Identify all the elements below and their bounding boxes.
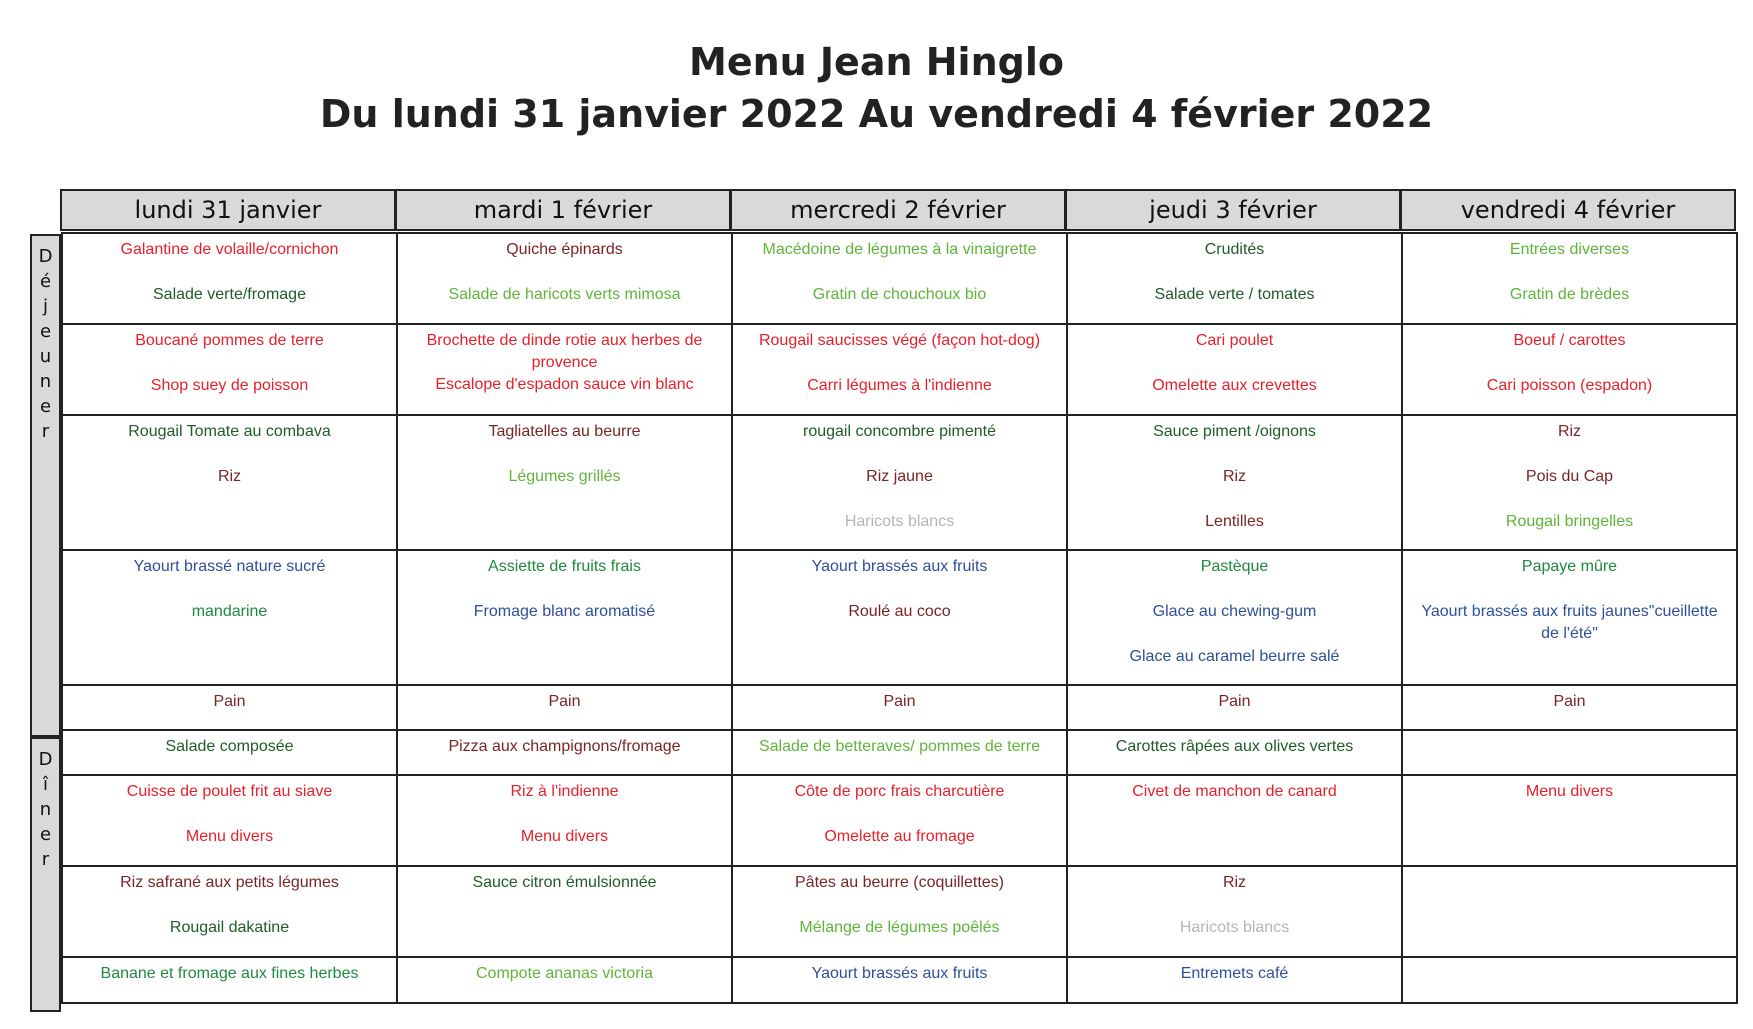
menu-item: Lentilles xyxy=(1205,513,1264,530)
menu-item: Pizza aux champignons/fromage xyxy=(448,738,681,755)
menu-item: Mélange de légumes poêlés xyxy=(799,919,1000,936)
menu-item: Pain xyxy=(548,693,581,710)
menu-item: Omelette au fromage xyxy=(824,828,975,845)
menu-cell xyxy=(1402,324,1737,415)
menu-cell xyxy=(1067,957,1402,1003)
menu-item: Crudités xyxy=(1204,241,1265,258)
menu-item: Menu divers xyxy=(520,828,609,845)
menu-item: Rougail bringelles xyxy=(1505,513,1634,530)
menu-cell xyxy=(62,550,397,685)
menu-item: Menu divers xyxy=(1525,783,1614,800)
menu-item: Macédoine de légumes à la vinaigrette xyxy=(762,241,1037,258)
menu-cell xyxy=(397,233,732,324)
page-title: Menu Jean Hinglo xyxy=(689,40,1064,84)
menu-cell xyxy=(397,550,732,685)
menu-cell xyxy=(1067,324,1402,415)
day-header: mardi 1 février xyxy=(395,189,731,231)
menu-row xyxy=(62,550,1737,685)
menu-cell xyxy=(1067,775,1402,866)
menu-cell xyxy=(732,324,1067,415)
menu-cell xyxy=(732,775,1067,866)
menu-cell xyxy=(1402,730,1737,775)
menu-table xyxy=(61,232,1738,1004)
menu-cell xyxy=(397,866,732,957)
menu-cell xyxy=(732,233,1067,324)
menu-item: Yaourt brassés aux fruits xyxy=(811,965,988,982)
section-letter: u xyxy=(39,346,52,367)
menu-item: Légumes grillés xyxy=(508,468,621,485)
menu-item: Pain xyxy=(213,693,246,710)
menu-cell xyxy=(1067,866,1402,957)
menu-item: Pâtes au beurre (coquillettes) xyxy=(795,874,1004,891)
menu-cell xyxy=(62,957,397,1003)
menu-cell xyxy=(1402,775,1737,866)
menu-cell xyxy=(732,550,1067,685)
menu-cell xyxy=(1402,415,1737,550)
menu-cell xyxy=(397,685,732,730)
menu-cell xyxy=(62,233,397,324)
menu-item: Entremets café xyxy=(1180,965,1289,982)
menu-cell xyxy=(397,415,732,550)
menu-row xyxy=(62,685,1737,730)
menu-row xyxy=(62,957,1737,1003)
menu-item: Rougail saucisses végé (façon hot-dog) xyxy=(758,332,1041,349)
menu-item: Carri légumes à l'indienne xyxy=(807,377,992,394)
menu-item: Papaye mûre xyxy=(1521,558,1618,575)
page-subtitle: Du lundi 31 janvier 2022 Au vendredi 4 février 2022 xyxy=(319,92,1434,136)
menu-row xyxy=(62,866,1737,957)
menu-item: Boucané pommes de terre xyxy=(135,332,324,349)
menu-item: Gratin de chouchoux bio xyxy=(812,286,987,303)
menu-item: Assiette de fruits frais xyxy=(488,558,641,575)
section-letter: î xyxy=(42,774,48,795)
menu-item: Pastèque xyxy=(1200,558,1269,575)
menu-item: Sauce piment /oignons xyxy=(1153,423,1316,440)
menu-item: Rougail Tomate au combava xyxy=(128,423,331,440)
menu-cell xyxy=(62,324,397,415)
section-letter: n xyxy=(39,371,52,392)
menu-item: Côte de porc frais charcutière xyxy=(794,783,1005,800)
menu-item: Glace au chewing-gum xyxy=(1152,603,1317,620)
menu-item: Quiche épinards xyxy=(506,241,623,258)
menu-cell xyxy=(1402,685,1737,730)
menu-item: Sauce citron émulsionnée xyxy=(472,874,657,891)
menu-row xyxy=(62,415,1737,550)
menu-item: Glace au caramel beurre salé xyxy=(1129,648,1340,665)
menu-item: Riz xyxy=(1222,874,1247,891)
section-letter: e xyxy=(39,321,52,342)
menu-cell xyxy=(397,957,732,1003)
day-header: mercredi 2 février xyxy=(730,189,1066,231)
menu-item: Yaourt brassés aux fruits xyxy=(811,558,988,575)
menu-item: Tagliatelles au beurre xyxy=(488,423,641,440)
menu-item: Riz xyxy=(217,468,242,485)
menu-item: Cuisse de poulet frit au siave xyxy=(126,783,333,800)
menu-item: Salade composée xyxy=(165,738,294,755)
menu-cell xyxy=(1402,957,1737,1003)
menu-row xyxy=(62,730,1737,775)
section-letter: é xyxy=(39,271,52,292)
menu-item: Menu divers xyxy=(185,828,274,845)
menu-item: rougail concombre pimenté xyxy=(803,423,996,440)
menu-item: Boeuf / carottes xyxy=(1513,332,1626,349)
menu-item: Omelette aux crevettes xyxy=(1152,377,1317,394)
menu-item: Salade de haricots verts mimosa xyxy=(448,286,681,303)
menu-cell xyxy=(732,415,1067,550)
section-letter: j xyxy=(42,296,48,317)
menu-item: Civet de manchon de canard xyxy=(1132,783,1337,800)
menu-item: Brochette de dinde rotie aux herbes de provence xyxy=(426,332,703,371)
menu-item: Riz xyxy=(1222,468,1247,485)
menu-item: Compote ananas victoria xyxy=(476,965,653,982)
section-letter: D xyxy=(38,246,53,267)
menu-item: Cari poisson (espadon) xyxy=(1486,377,1653,394)
day-header: vendredi 4 février xyxy=(1400,189,1736,231)
menu-cell xyxy=(1402,550,1737,685)
menu-item: Riz jaune xyxy=(866,468,933,485)
menu-item: Haricots blancs xyxy=(1179,919,1290,936)
menu-row xyxy=(62,324,1737,415)
menu-item: Pois du Cap xyxy=(1525,468,1614,485)
menu-item: Escalope d'espadon sauce vin blanc xyxy=(435,376,694,393)
menu-item: Riz à l'indienne xyxy=(510,783,619,800)
menu-item: Haricots blancs xyxy=(844,513,955,530)
menu-item: Salade verte / tomates xyxy=(1154,286,1315,303)
menu-item: Galantine de volaille/cornichon xyxy=(120,241,339,258)
menu-cell xyxy=(732,730,1067,775)
menu-cell xyxy=(1402,233,1737,324)
menu-item: Banane et fromage aux fines herbes xyxy=(100,965,359,982)
menu-row xyxy=(62,775,1737,866)
menu-item: Pain xyxy=(1218,693,1251,710)
menu-item: Fromage blanc aromatisé xyxy=(473,603,656,620)
menu-cell xyxy=(732,957,1067,1003)
menu-cell xyxy=(62,775,397,866)
section-label-diner xyxy=(30,737,61,1012)
menu-item: Pain xyxy=(883,693,916,710)
menu-cell xyxy=(1067,550,1402,685)
menu-cell xyxy=(397,775,732,866)
day-header: jeudi 3 février xyxy=(1065,189,1401,231)
section-letter: r xyxy=(41,421,50,442)
menu-cell xyxy=(1402,866,1737,957)
menu-item: Entrées diverses xyxy=(1509,241,1630,258)
menu-item: Shop suey de poisson xyxy=(150,377,309,394)
menu-cell xyxy=(397,730,732,775)
menu-item: Riz xyxy=(1557,423,1582,440)
menu-cell xyxy=(1067,730,1402,775)
menu-item: mandarine xyxy=(191,603,268,620)
menu-item: Roulé au coco xyxy=(848,603,951,620)
menu-cell xyxy=(1067,233,1402,324)
menu-item: Riz safrané aux petits légumes xyxy=(120,874,339,891)
menu-cell xyxy=(397,324,732,415)
section-letter: r xyxy=(41,849,50,870)
day-header: lundi 31 janvier xyxy=(60,189,396,231)
menu-cell xyxy=(1067,685,1402,730)
menu-item: Salade de betteraves/ pommes de terre xyxy=(758,738,1041,755)
section-letter: n xyxy=(39,799,52,820)
menu-item: Salade verte/fromage xyxy=(153,286,306,303)
section-letter: e xyxy=(39,824,52,845)
menu-row xyxy=(62,233,1737,324)
menu-item: Yaourt brassés aux fruits jaunes"cueillette de l'été" xyxy=(1421,603,1718,642)
menu-item: Carottes râpées aux olives vertes xyxy=(1115,738,1354,755)
section-letter: e xyxy=(39,396,52,417)
menu-item: Rougail dakatine xyxy=(169,919,290,936)
section-label-dejeuner xyxy=(30,234,61,737)
menu-item: Cari poulet xyxy=(1195,332,1274,349)
menu-cell xyxy=(1067,415,1402,550)
menu-cell xyxy=(62,730,397,775)
menu-cell xyxy=(62,866,397,957)
menu-item: Yaourt brassé nature sucré xyxy=(133,558,326,575)
menu-cell xyxy=(732,685,1067,730)
menu-item: Pain xyxy=(1553,693,1586,710)
menu-cell xyxy=(732,866,1067,957)
section-letter: D xyxy=(38,749,53,770)
menu-item: Gratin de brèdes xyxy=(1509,286,1630,303)
menu-cell xyxy=(62,685,397,730)
menu-cell xyxy=(62,415,397,550)
